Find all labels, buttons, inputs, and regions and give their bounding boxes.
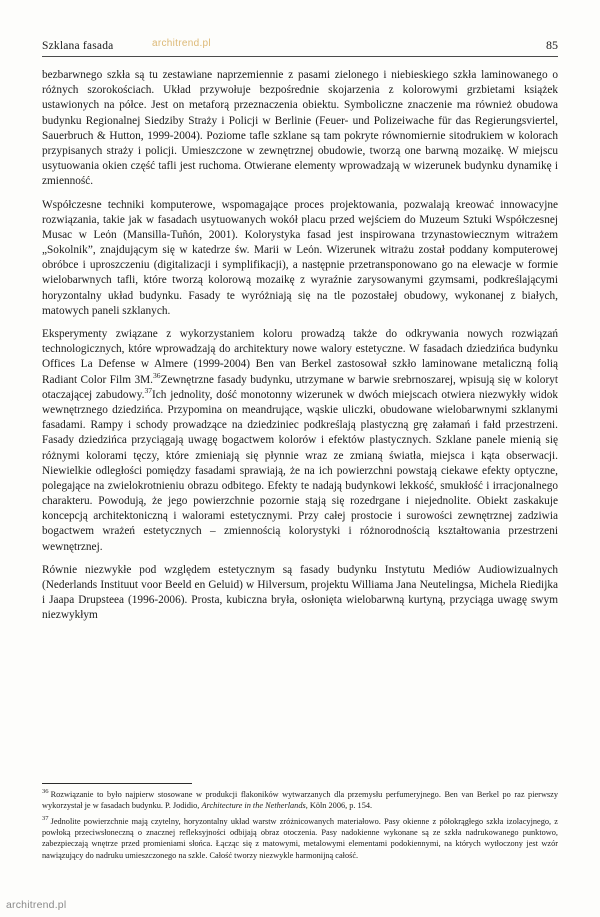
- footnote-36-text-after: , Köln 2006, p. 154.: [305, 801, 373, 811]
- running-head-title: Szklana fasada: [42, 40, 114, 52]
- footnote-37-number: 37: [42, 815, 49, 823]
- footnotes-section: [42, 783, 558, 866]
- watermark-text: architrend.pl: [152, 38, 211, 49]
- paragraph-4: Równie niezwykłe pod względem estetycznym są fasady budynku Instytutu Mediów Audiowizualnych (Nederlands Instituut voor Beeld en Geluid) w Hilversum, projektu Williama Jana Neutelingsa, Michela Riedijka i Jaapa Drupsteea (1996-2006). Prosta, kubiczna bryła, osłonięta wielobarwną kurtyną, przyciąga uwagę swym niezwykłym: [42, 563, 558, 622]
- page-number: 85: [546, 38, 558, 52]
- paragraph-3-text-c: Ich jednolity, dość monotonny wizerunek w dwóch miejscach otwiera niezwykły widok wewnętrznego dziedzińca. Przypomina on meandrujące, wąskie uliczki, obudowane wielobarwnymi szklanymi fasadami. Rampy i schody prowadzące na dziedziniec podkreślają plastyczną grę załamań i fałd przestrzeni. Fasady dziedzińca przyciągają uwagę bogactwem kolorów i efektów plastycznych. Szklane panele mienią się różnymi kolorami tęczy, które zmieniają się płynnie wraz ze zmianą światła, miejsca i kąta obserwacji. Niewielkie odległości pomiędzy fasadami sprawiają, że na ich powierzchni powstają ciekawe efekty optyczne, polegające na zwielokrotnieniu obrazu odbitego. Efekty te nadają budynkowi lekkość, smukłość i irracjonalnego charakteru. Powodują, że jego powierzchnie pozornie stają się rozedrgane i niejednolite. Obiekt zaskakuje koncepcją architektoniczną i walorami estetycznymi. Przy całej prostocie i surowości zewnętrznej zadziwia bogactwem wrażeń estetycznych – zmiennością kolorystyki i różnorodnością kształtowania przestrzeni wewnętrznej.: [42, 388, 558, 553]
- page-content: [42, 38, 558, 632]
- paragraph-2: Współczesne techniki komputerowe, wspomagające proces projektowania, pozwalają kreować innowacyjne rozwiązania, takie jak w fasadach usytuowanych wokół placu przed wejściem do Muzeum Sztuki Współczesnej Musac w Leόn (Mansilla-Tuñón, 2001). Kolorystyka fasad jest inspirowana trzynastowiecznym witrażem „Sokolnik”, znajdującym się w katedrze św. Marii w Leόn. Wizerunek witrażu został poddany komputerowej obróbce i uproszczeniu (digitalizacji i symplifikacji), a następnie przetransponowano go na elewacje w formie wielobarwnych tafli, które tworzą kolorową mozaikę z wyraźnie zarysowanymi gzymsami, podkreślającymi horyzontalny układ budynku. Fasady te wyróżniają się na tle pozostałej obudowy, wykonanej z białych, matowych paneli szklanych.: [42, 198, 558, 317]
- page-header: [42, 38, 558, 57]
- paragraph-3-text-b: Zewnętrzne fasady budynku, utrzymane w barwie srebrnoszarej, wpisują się w koloryt otaczającej zabudowy.: [42, 373, 558, 401]
- footnote-37-text-before: Jednolite powierzchnie mają czytelny, horyzontalny układ warstw zróżnicowanych materiałowo. Pasy okienne z półokrągłego szkła izolacyjnego, z powłoką przeciwsłoneczną o znacznej refleksyjności odbijają obraz otoczenia. Pasy nadokienne wykonane są ze szkła nadrukowanego punktowo, zabezpieczają wnętrze przed promieniami słońca. Łącząc się z matowymi, metalowymi elementami podokiennymi, na których wytłoczony jest wzór nawiązujący do nadruku umieszczonego na szkle. Całość tworzy niezwykle harmonijną całość.: [42, 817, 558, 860]
- footnote-37: [42, 816, 558, 860]
- paragraph-3: [42, 327, 558, 555]
- footnote-marker-37[interactable]: 37: [144, 385, 153, 395]
- site-watermark: architrend.pl: [6, 899, 67, 911]
- paragraph-3-text-a: Eksperymenty związane z wykorzystaniem koloru prowadzą także do odkrywania nowych rozwiązań technologicznych, które wprowadzają do architektury nowe walory estetyczne. W fasadach dziedzińca budynku Offices La Defense w Almere (1999-2004) Ben van Berkel zastosował szkło laminowane metaliczną folią Radiant Color Film 3M.: [42, 328, 558, 386]
- footnote-36-italic-title: Architecture in the Netherlands: [201, 801, 306, 811]
- footnote-36-number: 36: [42, 788, 49, 796]
- footnote-36-text-before: Rozwiązanie to było najpierw stosowane w produkcji flakoników wytwarzanych dla przemysłu perfumeryjnego. Ben van Berkel po raz pierwszy wykorzystał je w fasadach budynku. P. Jodidio,: [42, 790, 558, 811]
- body-text: [42, 68, 558, 624]
- footnote-separator-rule: [42, 783, 192, 784]
- paragraph-1: bezbarwnego szkła są tu zestawiane naprzemiennie z pasami zielonego i niebieskiego szkła laminowanego o różnych szorokościach. Układ przywołuje bezpośrednie skojarzenia z kolorowymi grzbietami książek ustawionych na półce. Jest on metaforą przeznaczenia obiektu. Symboliczne znaczenie ma również obudowa budynku Regionalnej Siedziby Straży i Policji w Berlinie (Feuer- und Polizeiwache für das Regierungsviertel, Sauerbruch & Hutton, 1999-2004). Poziome tafle szklane są tam pokryte równomiernie sitodrukiem w kolorach przypisanych straży i policji. Umieszczone w zewnętrznej obudowie, tworzą one barwną mozaikę. W miejscu usytuowania okien część tafli jest ruchoma. Otwierane elementy wprowadzają w wizerunek budynku dynamikę i zmienność.: [42, 69, 558, 188]
- footnote-36: [42, 789, 558, 811]
- footnote-marker-36[interactable]: 36: [152, 370, 161, 380]
